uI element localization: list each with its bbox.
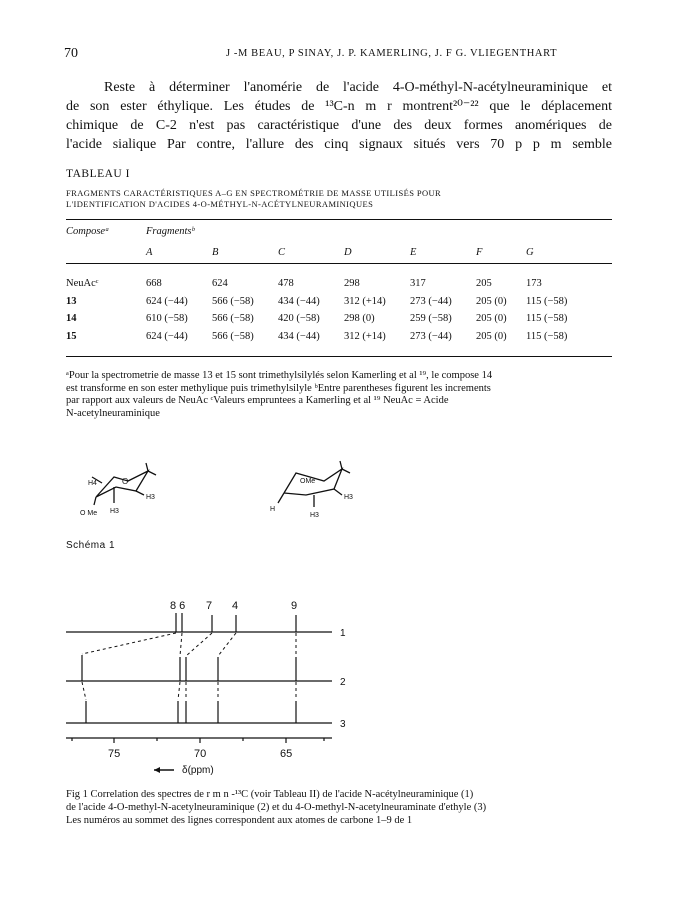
table-caption-line: FRAGMENTS CARACTÉRISTIQUES A–G EN SPECTROMÉTRIE DE MASSE UTILISÉS POUR — [66, 188, 442, 198]
axis-tick-label: 70 — [194, 748, 207, 760]
value-cell: 566 (−58) — [212, 313, 254, 325]
value-cell: 173 — [526, 278, 542, 290]
label-ome-right: OMe — [300, 478, 316, 485]
label-h3-left-b: H3 — [110, 508, 119, 515]
trace-label: 1 — [340, 628, 346, 639]
value-cell: 273 (−44) — [410, 295, 452, 307]
table-row — [66, 328, 612, 346]
figure-caption — [66, 788, 612, 827]
value-cell: 610 (−58) — [146, 313, 188, 325]
caption-line: de l'acide 4-O-methyl-N-acetylneuraminique (2) et du 4-O-methyl-N-acetylneuraminate d'ethyle (3) — [66, 802, 487, 813]
right-chair-structure — [270, 461, 353, 519]
peak-label: 8 6 — [170, 600, 186, 612]
table-rule-bottom — [66, 356, 612, 357]
label-h3-right-b: H3 — [310, 512, 319, 519]
table-caption-line: L'IDENTIFICATION D'ACIDES 4-O-MÉTHYL-N-ACÉTYLNEURAMINIQUES — [66, 199, 374, 209]
paragraph-line: de son ester éthylique. Les études de ¹³C-n m r montrent²⁰⁻²² que le déplacement — [66, 99, 612, 114]
value-cell: 566 (−58) — [212, 330, 254, 342]
fragment-letter: A — [146, 246, 153, 258]
value-cell: 115 (−58) — [526, 295, 568, 307]
table-caption — [66, 188, 612, 210]
caption-line: Fig 1 Correlation des spectres de r m n -¹³C (voir Tableau II) de l'acide N-acétylneuraminique (1) — [66, 789, 474, 800]
footnote-line: est transforme en son ester methylique puis trimethylsilyle ᵇEntre parentheses figurent les increments — [66, 382, 491, 394]
value-cell: 566 (−58) — [212, 295, 254, 307]
paragraph-line: l'acide sialique Par contre, l'allure des cinq signaux situés vers 70 p p m semble — [66, 137, 612, 152]
value-cell: 624 — [212, 278, 228, 290]
value-cell: 205 (0) — [476, 330, 507, 342]
fragment-letter: D — [344, 246, 352, 258]
fragment-letter: C — [278, 246, 286, 258]
value-cell: 205 (0) — [476, 295, 507, 307]
compound-cell: 14 — [66, 313, 77, 325]
fragments-table — [66, 222, 612, 345]
value-cell: 115 (−58) — [526, 330, 568, 342]
label-h3-right-a: H3 — [344, 494, 353, 501]
paragraph-line: Reste à déterminer l'anomérie de l'acide 4-O-méthyl-N-acétylneuraminique et — [104, 80, 612, 95]
fragment-letter: B — [212, 246, 219, 258]
fragment-letter: E — [410, 246, 417, 258]
label-h3-left-a: H3 — [146, 494, 155, 501]
footnote-line: N-acetylneuraminique — [66, 407, 160, 419]
value-cell: 298 (0) — [344, 313, 375, 325]
peak-label: 4 — [232, 600, 239, 612]
col-header-compose: Composeᵃ — [66, 226, 110, 237]
col-header-fragments: Fragmentsᵇ — [146, 226, 195, 237]
value-cell: 420 (−58) — [278, 313, 320, 325]
table-row — [66, 310, 612, 328]
correlation-lines — [82, 633, 296, 700]
compound-cell: NeuAcᶜ — [66, 278, 99, 290]
value-cell: 259 (−58) — [410, 313, 452, 325]
value-cell: 298 — [344, 278, 360, 290]
value-cell: 624 (−44) — [146, 295, 188, 307]
axis-label: δ(ppm) — [182, 765, 214, 776]
value-cell: 115 (−58) — [526, 313, 568, 325]
value-cell: 478 — [278, 278, 294, 290]
value-cell: 205 — [476, 278, 492, 290]
table-rule-top — [66, 219, 612, 220]
value-cell: 205 (0) — [476, 313, 507, 325]
left-chair-structure — [80, 463, 156, 517]
running-head: J -M BEAU, P SINAY, J. P. KAMERLING, J. F G. VLIEGENTHART — [226, 48, 558, 59]
table-row — [66, 293, 612, 311]
value-cell: 434 (−44) — [278, 330, 320, 342]
compound-cell: 13 — [66, 295, 77, 307]
label-h-right: H — [270, 506, 276, 513]
svg-text:O: O — [122, 477, 129, 486]
nmr-correlation-figure — [60, 595, 380, 780]
caption-line: Les numéros au sommet des lignes correspondent aux atomes de carbone 1–9 de 1 — [66, 815, 413, 826]
label-h4-left: H4 — [88, 480, 97, 487]
axis-arrowhead — [154, 767, 160, 773]
value-cell: 312 (+14) — [344, 295, 386, 307]
value-cell: 312 (+14) — [344, 330, 386, 342]
body-paragraph — [66, 78, 612, 154]
peak-label: 9 — [291, 600, 298, 612]
footnote-line: ᵃPour la spectrometrie de masse 13 et 15 sont trimethylsilylés selon Kamerling et al ¹⁹, le compose 14 — [66, 370, 493, 381]
footnote-line: par rapport aux valeurs de NeuAc ᶜValeurs empruntees a Kamerling et al ¹⁹ NeuAc = Acide — [66, 395, 449, 406]
value-cell: 624 (−44) — [146, 330, 188, 342]
table-row — [66, 275, 612, 293]
trace-label: 2 — [340, 677, 346, 688]
fragment-letter: G — [526, 246, 534, 258]
schema-structures — [66, 455, 386, 540]
page-number: 70 — [64, 46, 78, 61]
value-cell: 434 (−44) — [278, 295, 320, 307]
table-footnote — [66, 370, 612, 420]
value-cell: 317 — [410, 278, 426, 290]
trace-label: 3 — [340, 719, 346, 730]
value-cell: 273 (−44) — [410, 330, 452, 342]
table-label: TABLEAU I — [66, 168, 130, 180]
axis-tick-label: 75 — [108, 748, 121, 760]
compound-cell: 15 — [66, 330, 77, 342]
peak-label: 7 — [206, 600, 213, 612]
value-cell: 668 — [146, 278, 162, 290]
paragraph-line: chimique de C-2 n'est pas caractéristique d'une des deux formes anomériques de — [66, 118, 612, 133]
schema-label: Schéma 1 — [66, 540, 116, 551]
axis-tick-label: 65 — [280, 748, 293, 760]
label-ome-left: O Me — [80, 510, 98, 517]
fragment-letter: F — [476, 246, 483, 258]
